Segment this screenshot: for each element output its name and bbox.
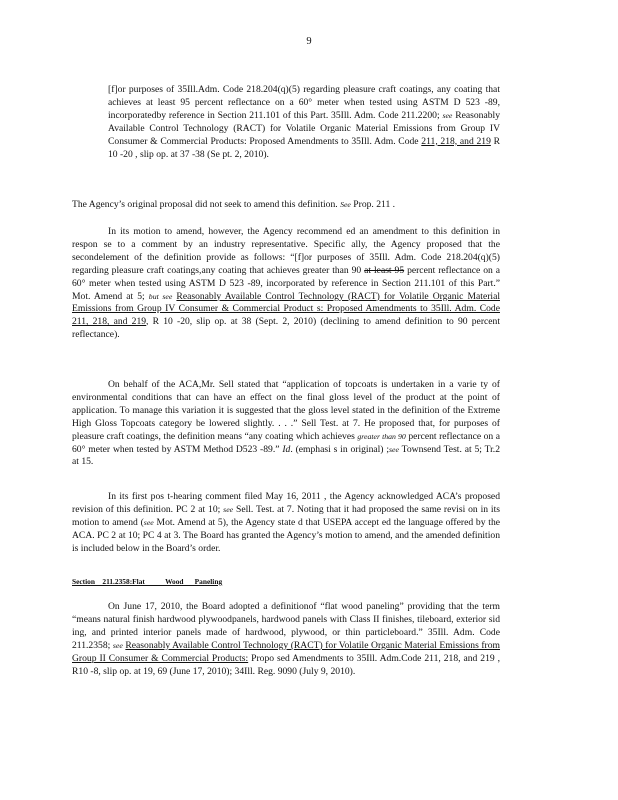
paragraph-aca-sell (72, 379, 500, 469)
paragraph-text: In its first pos t-hearing comment filed May 16, 2011 , the Agency acknowledged ACA’s proposed revision of this definition. PC 2 at 10; (72, 491, 500, 515)
paragraph-text: The Agency’s original proposal did not seek to amend this definition. (72, 199, 338, 210)
citation-underlined: Reasonably Available Control Technology (RACT) for Volatile Organic Material Emissions from Group II Consumer & Commercial Products: (72, 639, 501, 664)
paragraph-text: percent reflectance on a 60° meter when tested by ASTM Method D523 -89.” (72, 430, 501, 455)
see-signal: see (223, 504, 234, 514)
paragraph-original-proposal (72, 199, 500, 212)
citation-underlined: Reasonably Available Control Technology (RACT) for Volatile Organic Material Emissions from Group IV Consumer & Commercial Product s: Proposed Amendments to 35Ill. Adm. Code 211, 218, and 219 (72, 290, 500, 328)
paragraph-text: Sell. Test. at 7. Noting that it had proposed the same revisi on in its motion to amend ( (72, 503, 500, 528)
quote-text: [f]or purposes of 35Ill.Adm. Code 218.204(q)(5) regarding pleasure craft coatings, any coating that achieves at least 95 percent reflectance on a 60° meter when tested using ASTM D 523 -89, incorporatedby reference in Section 211.101 of this Part. 35Ill. Adm. Code 211.2200; (108, 84, 500, 121)
paragraph-text: Propo sed Amendments to 35Ill. Adm.Code 211, 218, and 219 , R10 -8, slip op. at 19, 69 (June 17, 2010); 34Ill. Reg. 9090 (July 9, 2010). (72, 652, 500, 677)
paragraph-text: Prop. 211 . (353, 199, 396, 210)
see-signal: see (143, 517, 154, 527)
section-heading: Section 211.2358:Flat Wood Paneling (72, 577, 223, 586)
paragraph-text: On behalf of the ACA,Mr. Sell stated that “application of topcoats is undertaken in a varie ty of environmental conditions that can have an effect on the final gloss level of the product at the point of application. To manage this variation it is suggested that the gloss level stated in the definition of the Extreme High Gloss Topcoats category be lowered slightly. . . .” Sell Test. at 7. He proposed that, for purposes of pleasure craft coatings, the definition means “any coating which achieves (72, 379, 500, 442)
paragraph-text: , R 10 -20, slip op. at 38 (Sept. 2, 2010) (declining to amend definition to 90 percent reflectance). (72, 316, 500, 341)
citation-title: Reasonably Available Control Technology (RACT) for Volatile Organic Material Emissions from Group IV Consumer & Commercial Products: Proposed Amendments to 35Ill. Adm. Code (108, 109, 500, 147)
paragraph-post-hearing (72, 491, 500, 556)
see-signal: see (389, 444, 399, 454)
paragraph-text: In its motion to amend, however, the Agency recommend ed an amendment to this definition in respon se to a comment by an industry representative. Specific ally, the Agency proposed that the secondelement of the definition provide as follows: “[f]or purposes of 35Ill. Adm. Code 218.204(q)(5) regarding pleasure craft coatings,any coating that achieves greater than 90 (72, 226, 500, 276)
paragraph-text: . (emphasi s in original) ; (290, 443, 390, 455)
paragraph-text: Townsend Test. at 5; Tr.2 at 15. (72, 443, 500, 468)
paragraph-flat-wood-paneling (72, 601, 500, 678)
page-number: 9 (306, 36, 312, 47)
see-signal: see (112, 640, 123, 650)
see-signal: See (340, 200, 351, 209)
but-see-signal: but see (148, 291, 173, 301)
citation-underlined: 211, 218, and 219 (421, 135, 491, 147)
see-signal: see (442, 110, 453, 120)
quoted-definition (108, 84, 500, 161)
paragraph-text: Mot. Amend at 5), the Agency state d that USEPA accept ed the language offered by the ACA. PC 2 at 10; PC 4 at 3. The Board has granted the Agency’s motion to amend, and the amended definition is included below in the Board’s order. (72, 516, 501, 554)
paragraph-motion-to-amend (72, 226, 500, 342)
paragraph-text: percent reflectance on a 60° meter when tested using ASTM D 523 -89, incorporated by reference in Section 211.101 of this Part.” Mot. Amend at 5; (72, 264, 500, 302)
citation-end: R 10 -20 , slip op. at 37 -38 (Se pt. 2, 2010). (108, 135, 500, 160)
emphasis-text: greater than 90 (357, 431, 406, 441)
struck-text: at least 95 (364, 264, 405, 276)
id-signal: Id (282, 443, 291, 455)
paragraph-text: On June 17, 2010, the Board adopted a definitionof “flat wood paneling” providing that the term “means natural finish hardwood plywoodpanels, hardwood panels with Class II finishes, tileboard, exterior sid ing, and printed interior panels made of hardwood, plywood, or thin particleboard.” 35Ill. Adm. Code 211.2358; (72, 601, 500, 651)
